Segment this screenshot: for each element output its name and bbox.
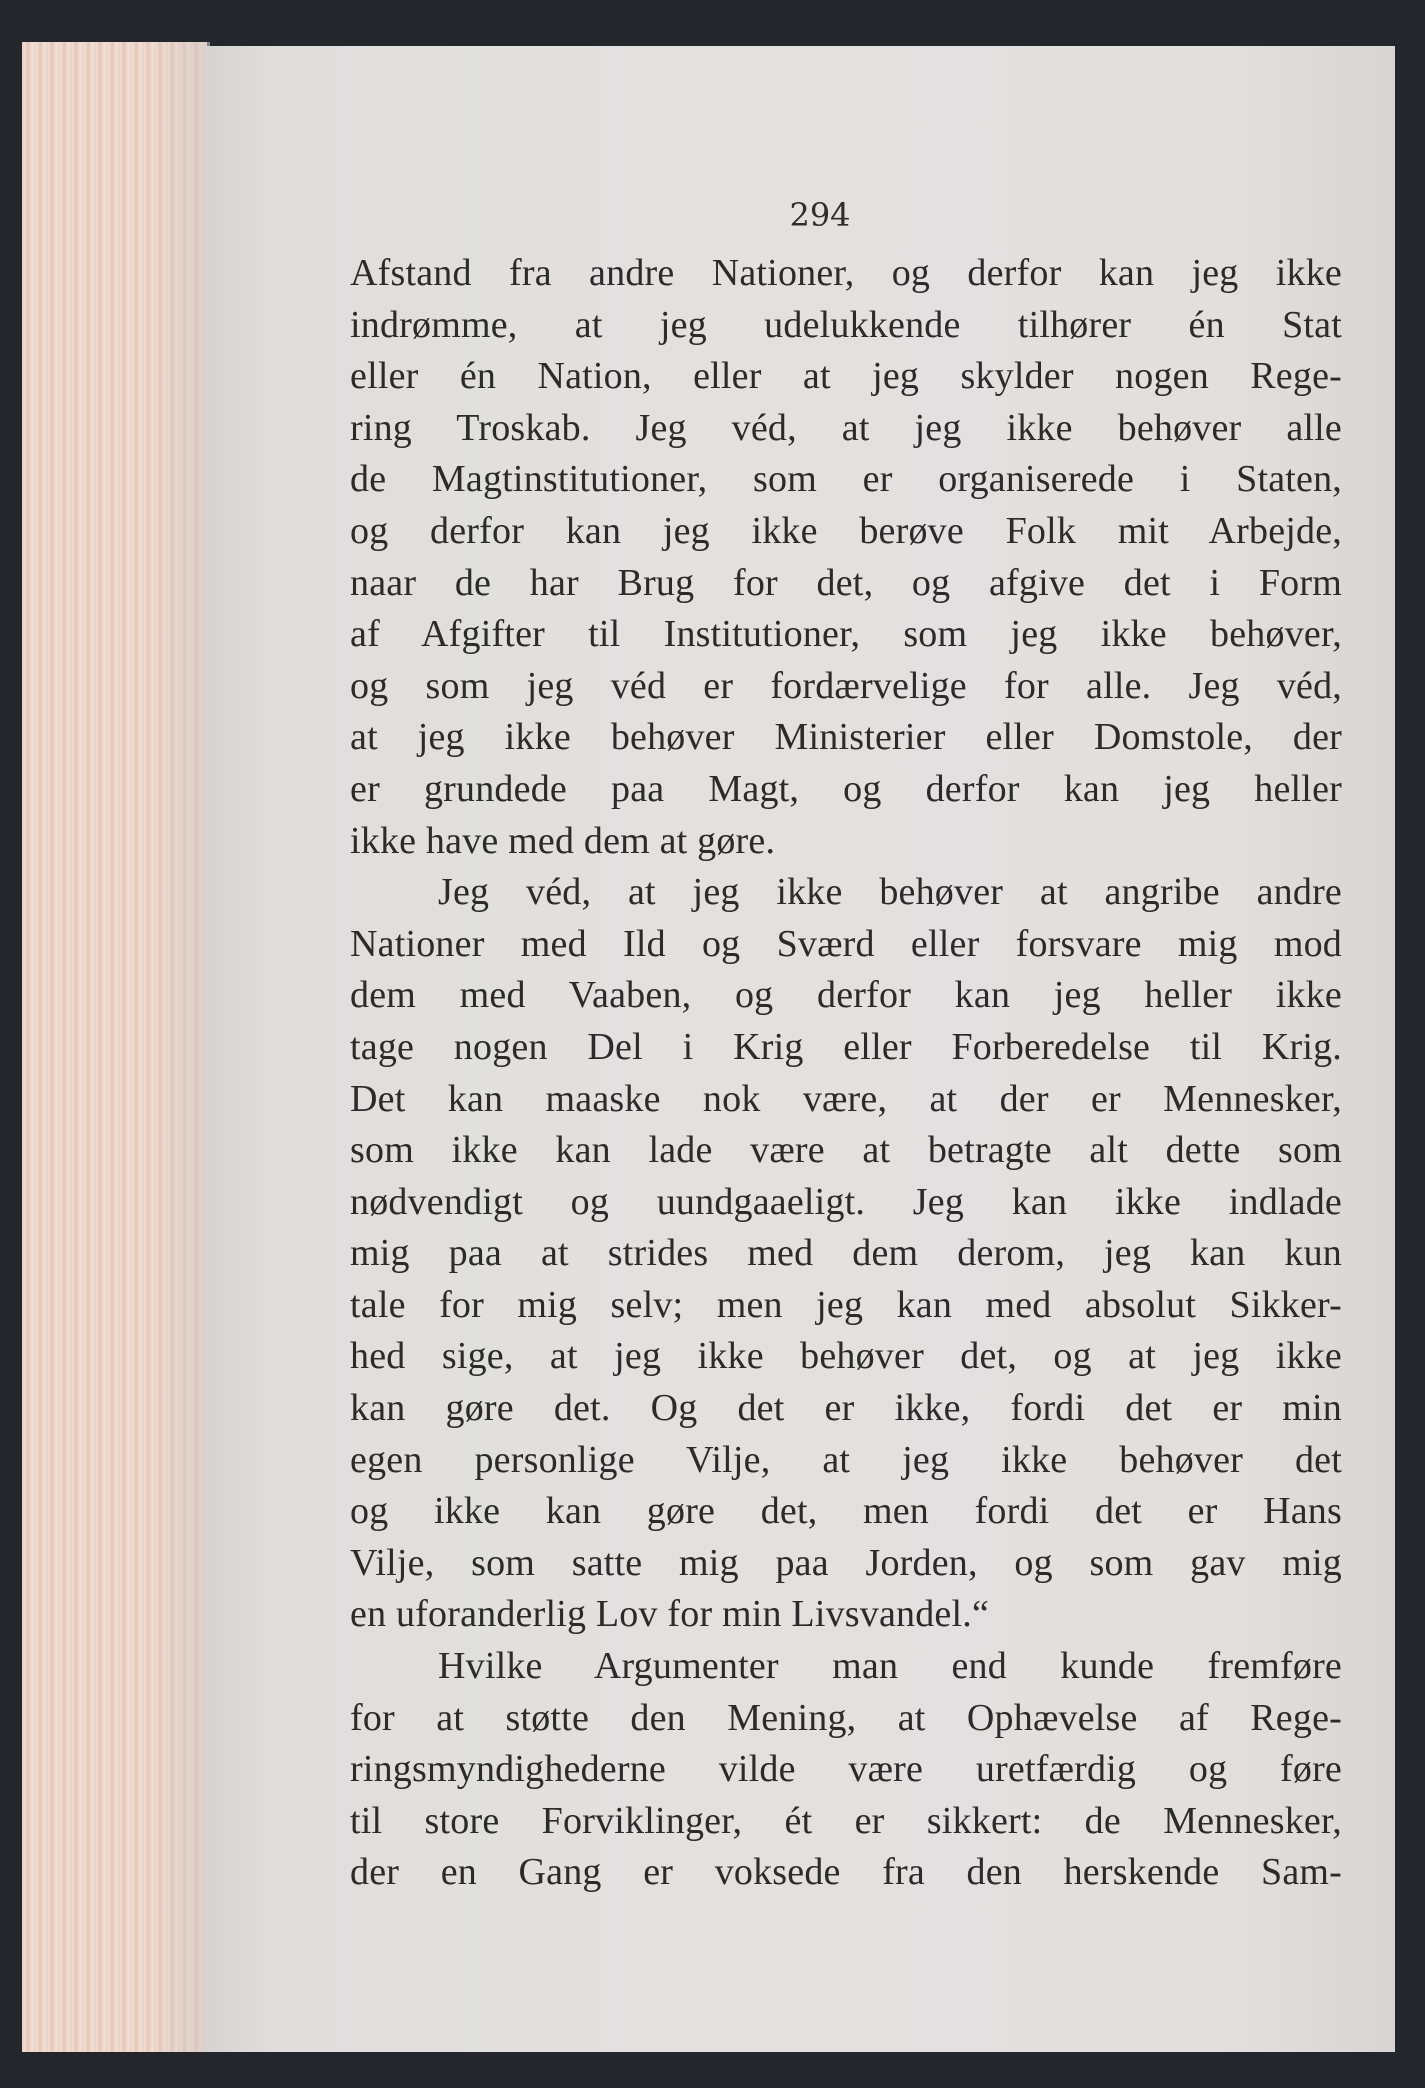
- text-line: nødvendigt og uundgaaeligt. Jeg kan ikke indlade: [350, 1180, 1342, 1223]
- text-line: og som jeg véd er fordærvelige for alle. Jeg véd,: [350, 664, 1342, 707]
- text-line: eller én Nation, eller at jeg skylder nogen Rege-: [350, 355, 1342, 398]
- text-line: indrømme, at jeg udelukkende tilhører én Stat: [350, 303, 1342, 346]
- text-line: Det kan maaske nok være, at der er Mennesker,: [350, 1077, 1342, 1120]
- text-line: af Afgifter til Institutioner, som jeg ikke behøver,: [350, 613, 1342, 656]
- body-text: [350, 248, 1342, 1899]
- text-line: kan gøre det. Og det er ikke, fordi det er min: [350, 1387, 1342, 1430]
- text-line: de Magtinstitutioner, som er organiserede i Staten,: [350, 458, 1342, 501]
- text-line: naar de har Brug for det, og afgive det i Form: [350, 561, 1342, 604]
- text-line: for at støtte den Mening, at Ophævelse af Rege-: [350, 1696, 1342, 1739]
- text-line: Afstand fra andre Nationer, og derfor kan jeg ikke: [350, 252, 1342, 294]
- page-gutter-shadow: [150, 42, 210, 2052]
- text-line: ringsmyndighederne vilde være uretfærdig og føre: [350, 1748, 1342, 1791]
- page-number: 294: [789, 196, 851, 234]
- text-line: Vilje, som satte mig paa Jorden, og som gav mig: [350, 1541, 1342, 1584]
- text-line: og ikke kan gøre det, men fordi det er Hans: [350, 1490, 1342, 1533]
- text-line: tage nogen Del i Krig eller Forberedelse til Krig.: [350, 1025, 1342, 1068]
- text-line: mig paa at strides med dem derom, jeg kan kun: [350, 1232, 1342, 1275]
- paragraph-last-line: en uforanderlig Lov for min Livsvandel.“: [350, 1593, 990, 1636]
- text-line: hed sige, at jeg ikke behøver det, og at jeg ikke: [350, 1335, 1342, 1378]
- paragraph-last-line: ikke have med dem at gøre.: [350, 819, 776, 862]
- text-line: der en Gang er voksede fra den herskende Sam-: [350, 1851, 1342, 1894]
- paragraph-first-line: Hvilke Argumenter man end kunde fremføre: [438, 1645, 1342, 1688]
- text-line: ring Troskab. Jeg véd, at jeg ikke behøver alle: [350, 406, 1342, 449]
- text-line: er grundede paa Magt, og derfor kan jeg heller: [350, 767, 1342, 810]
- text-line: som ikke kan lade være at betragte alt dette som: [350, 1129, 1342, 1172]
- paragraph-first-line: Jeg véd, at jeg ikke behøver at angribe andre: [438, 871, 1342, 914]
- text-line: Nationer med Ild og Sværd eller forsvare mig mod: [350, 922, 1342, 965]
- text-line: dem med Vaaben, og derfor kan jeg heller ikke: [350, 974, 1342, 1017]
- text-line: egen personlige Vilje, at jeg ikke behøver det: [350, 1438, 1342, 1481]
- text-line: at jeg ikke behøver Ministerier eller Domstole, der: [350, 716, 1342, 759]
- text-line: tale for mig selv; men jeg kan med absolut Sikker-: [350, 1283, 1342, 1326]
- text-line: til store Forviklinger, ét er sikkert: de Mennesker,: [350, 1799, 1342, 1842]
- text-line: og derfor kan jeg ikke berøve Folk mit Arbejde,: [350, 509, 1342, 552]
